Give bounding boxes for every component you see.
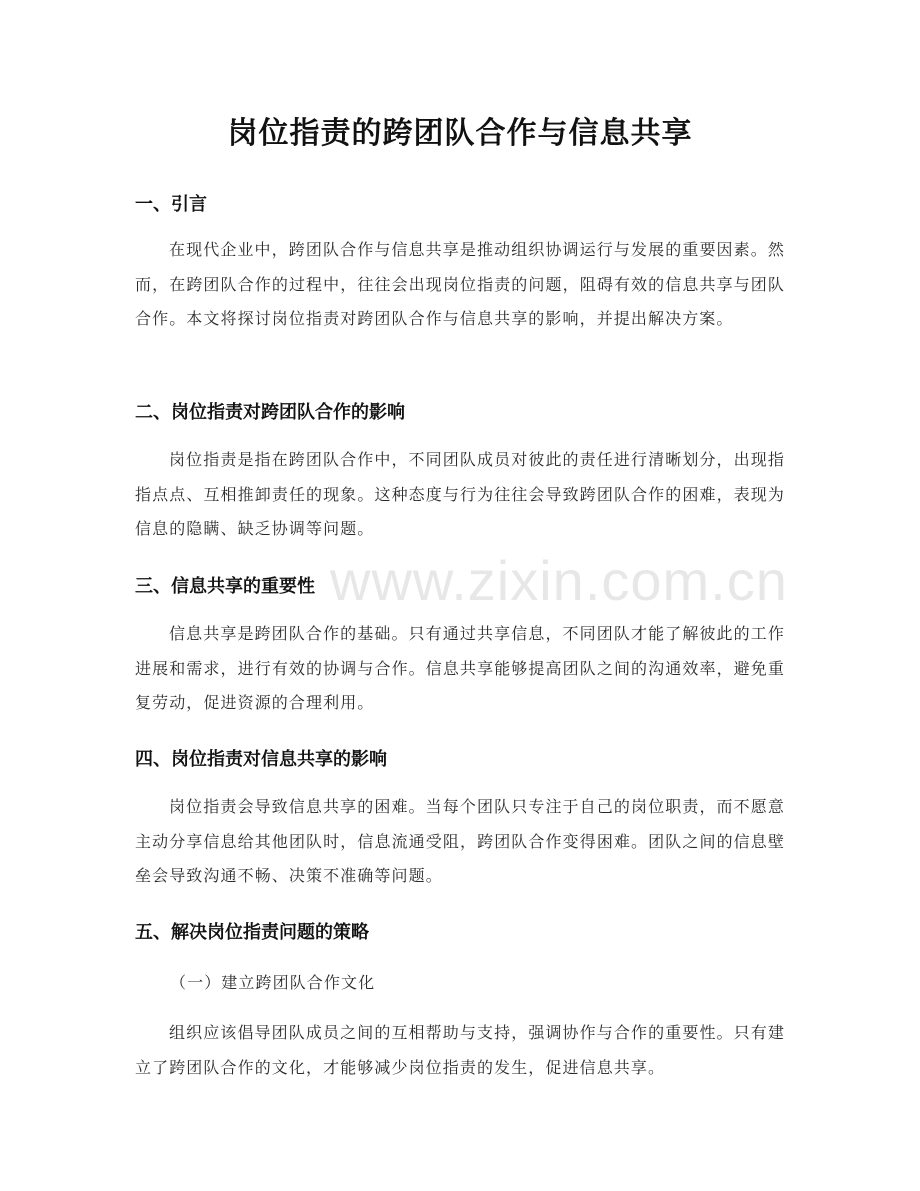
section-heading-strategies: 五、解决岗位指责问题的策略 [135, 922, 369, 943]
section-paragraph-sharing-importance: 信息共享是跨团队合作的基础。只有通过共享信息，不同团队才能了解彼此的工作进展和需求，进行有效的协调与合作。信息共享能够提高团队之间的沟通效率，避免重复劳动，促进资源的合理利用。 [135, 624, 785, 712]
section-paragraph-blame-on-sharing: 岗位指责会导致信息共享的困难。当每个团队只专注于自己的岗位职责，而不愿意主动分享信息给其他团队时，信息流通受阻，跨团队合作变得困难。团队之间的信息壁垒会导致沟通不畅、决策不准确等问题。 [135, 797, 785, 885]
section-heading-sharing-importance: 三、信息共享的重要性 [135, 576, 315, 597]
section-paragraph-strategies: 组织应该倡导团队成员之间的互相帮助与支持，强调协作与合作的重要性。只有建立了跨团队合作的文化，才能够减少岗位指责的发生，促进信息共享。 [135, 1023, 785, 1077]
section-heading-blame-impact: 二、岗位指责对跨团队合作的影响 [135, 402, 405, 423]
watermark: www.zixin.com.cn [330, 549, 788, 612]
section-paragraph-blame-impact: 岗位指责是指在跨团队合作中，不同团队成员对彼此的责任进行清晰划分，出现指指点点、互相推卸责任的现象。这种态度与行为往往会导致跨团队合作的困难，表现为信息的隐瞒、缺乏协调等问题。 [135, 450, 785, 538]
document-title: 岗位指责的跨团队合作与信息共享 [227, 116, 693, 151]
subsection-heading-culture: （一）建立跨团队合作文化 [170, 973, 376, 992]
section-heading-blame-on-sharing: 四、岗位指责对信息共享的影响 [135, 749, 387, 770]
section-heading-intro: 一、引言 [135, 194, 207, 215]
section-paragraph-intro: 在现代企业中，跨团队合作与信息共享是推动组织协调运行与发展的重要因素。然而，在跨团队合作的过程中，往往会出现岗位指责的问题，阻碍有效的信息共享与团队合作。本文将探讨岗位指责对跨团队合作与信息共享的影响，并提出解决方案。 [135, 240, 785, 328]
